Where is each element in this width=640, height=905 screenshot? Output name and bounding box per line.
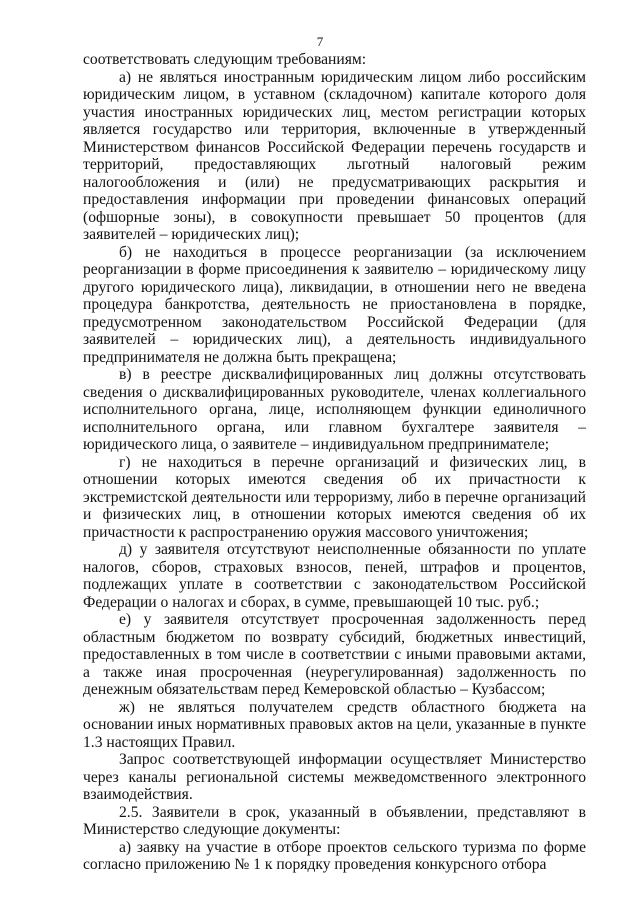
paragraph-doc-item-a: а) заявку на участие в отборе проектов сельского туризма по форме согласно приложению № 1 к порядку проведения конкурсного отбора xyxy=(83,838,586,873)
document-body xyxy=(83,51,586,874)
paragraph-section-2-5: 2.5. Заявители в срок, указанный в объявлении, представляют в Министерство следующие документы: xyxy=(83,803,586,838)
paragraph-item-g: г) не находиться в перечне организаций и физических лиц, в отношении которых имеются сведения об их причастности к экстремистской деятельности или терроризму, либо в перечне организаций и физических лиц, в отношении которых имеются сведения об их причастности к распространению оружия массового уничтожения; xyxy=(83,453,586,541)
paragraph-item-zh: ж) не являться получателем средств областного бюджета на основании иных нормативных правовых актов на цели, указанные в пункте 1.3 настоящих Правил. xyxy=(83,698,586,751)
paragraph-item-v: в) в реестре дисквалифицированных лиц должны отсутствовать сведения о дисквалифицированных руководителе, членах коллегиального исполнительного органа, лице, исполняющем функции единоличного исполнительного органа, или главном бухгалтере заявителя – юридического лица, о заявителе – индивидуальном предпринимателе; xyxy=(83,366,586,453)
paragraph-item-a: а) не являться иностранным юридическим лицом либо российским юридическим лицом, в уставном (складочном) капитале которого доля участия иностранных юридических лиц, местом регистрации которых является государство или территория, включенные в утвержденный Министерством финансов Российской Федерации перечень государств и территорий, предоставляющих льготный налоговый режим налогообложения и (или) не предусматривающих раскрытия и предоставления информации при проведении финансовых операций (офшорные зоны), в совокупности превышает 50 процентов (для заявителей – юридических лиц); xyxy=(83,68,586,243)
paragraph-intro: соответствовать следующим требованиям: xyxy=(83,51,367,68)
paragraph-item-e: е) у заявителя отсутствует просроченная задолженность перед областным бюджетом по возврату субсидий, бюджетных инвестиций, предоставленных в том числе в соответствии с иными правовыми актами, а также иная просроченная (неурегулированная) задолженность по денежным обязательствам перед Кемеровской областью – Кузбассом; xyxy=(83,611,586,698)
paragraph-request-info: Запрос соответствующей информации осуществляет Министерство через каналы региональной системы межведомственного электронного взаимодействия. xyxy=(83,751,586,803)
page-number: 7 xyxy=(316,34,324,49)
paragraph-item-d: д) у заявителя отсутствуют неисполненные обязанности по уплате налогов, сборов, страховых взносов, пеней, штрафов и процентов, подлежащих уплате в соответствии с законодательством Российской Федерации о налогах и сборах, в сумме, превышающей 10 тыс. руб.; xyxy=(83,541,586,611)
paragraph-item-b: б) не находиться в процессе реорганизации (за исключением реорганизации в форме присоединения к заявителю – юридическому лицу другого юридического лица), ликвидации, в отношении него не введена процедура банкротства, деятельность не приостановлена в порядке, предусмотренном законодательством Российской Федерации (для заявителей – юридических лиц), а деятельность индивидуального предпринимателя не должна быть прекращена; xyxy=(83,243,586,366)
